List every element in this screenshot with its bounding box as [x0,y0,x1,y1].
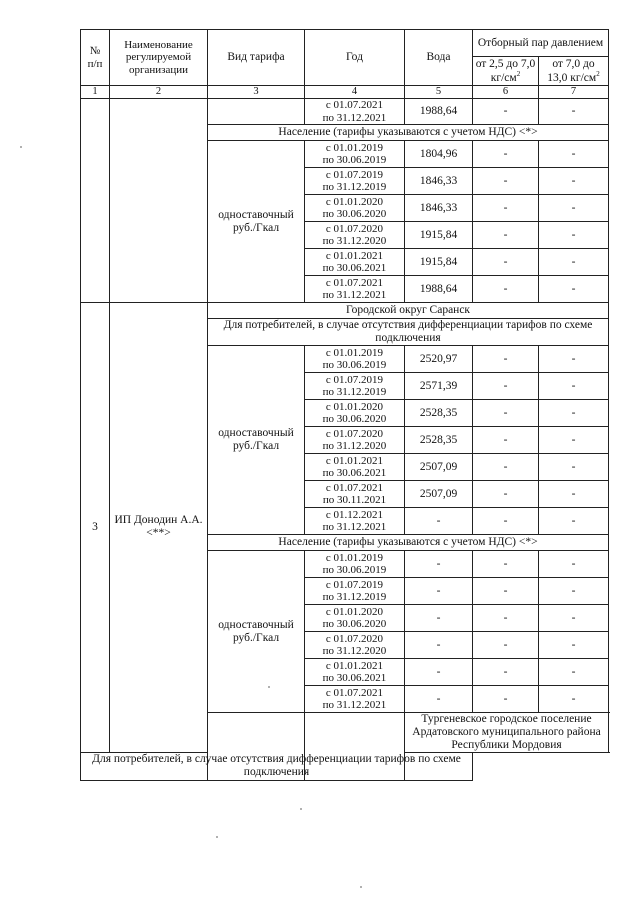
steam-low-value: - [473,99,539,125]
period-cell: с 01.01.2020 по 30.06.2020 [305,195,405,222]
col-header-steam-high: от 7,0 до 13,0 $кг/см^2$ [539,57,609,86]
steam-low-value: - [473,454,539,481]
steam-low-value: - [473,605,539,632]
scan-speck [300,808,302,810]
steam-high-value: - [539,659,609,686]
water-value: 1846,33 [405,195,473,222]
period-cell: с 01.07.2020 по 31.12.2020 [305,427,405,454]
period-cell: с 01.07.2019 по 31.12.2019 [305,373,405,400]
steam-low-value: - [473,508,539,535]
period-cell: с 01.01.2019 по 30.06.2019 [305,346,405,373]
col-header-water: Вода [405,30,473,86]
period-cell: с 01.01.2021 по 30.06.2021 [305,249,405,276]
period-cell: с 01.01.2020 по 30.06.2020 [305,605,405,632]
col-header-tariff-type: Вид тарифа [208,30,305,86]
period-cell: с 01.07.2019 по 31.12.2019 [305,578,405,605]
steam-low-value: - [473,141,539,168]
tariff-type-label: одноставочный руб./Гкал [208,141,305,303]
steam-high-value: - [539,578,609,605]
steam-high-value: - [539,686,609,713]
water-value: - [405,605,473,632]
col-header-steam: Отборный пар давлением [473,30,609,57]
steam-high-value: - [539,632,609,659]
steam-high-value: - [539,276,609,303]
steam-high-value: - [539,508,609,535]
period-cell: с 01.07.2021 по 31.12.2021 [305,276,405,303]
steam-low-value: - [473,632,539,659]
period-cell: с 01.01.2019 по 30.06.2019 [305,551,405,578]
scan-speck [216,836,218,838]
period-cell: с 01.12.2021 по 31.12.2021 [305,508,405,535]
steam-low-value: - [473,578,539,605]
row-num: 3 [81,303,110,753]
period-cell: с 01.07.2021 по 30.11.2021 [305,481,405,508]
steam-low-value: - [473,373,539,400]
col-index-2: 2 [110,86,208,99]
consumers-section-label: Для потребителей, в случае отсутствия дифференциации тарифов по схеме подключения [208,319,609,346]
water-value: 1846,33 [405,168,473,195]
water-value: - [405,508,473,535]
water-value: - [405,659,473,686]
water-value: 2528,35 [405,400,473,427]
water-value: 2520,97 [405,346,473,373]
water-value: - [405,578,473,605]
period-cell: с 01.07.2019 по 31.12.2019 [305,168,405,195]
steam-low-value: - [473,222,539,249]
steam-high-value: - [539,249,609,276]
steam-high-value: - [539,222,609,249]
steam-low-value: - [473,346,539,373]
col-index-1: 1 [81,86,110,99]
steam-high-value: - [539,373,609,400]
steam-high-value: - [539,195,609,222]
period-cell: с 01.07.2020 по 31.12.2020 [305,632,405,659]
period-cell: с 01.07.2021 по 31.12.2021 [305,99,405,125]
col-index-3: 3 [208,86,305,99]
steam-low-value: - [473,481,539,508]
col-header-org: Наименование регулируемой организации [110,30,208,86]
steam-low-value: - [473,195,539,222]
period-cell: с 01.01.2020 по 30.06.2020 [305,400,405,427]
tariff-type-label: одноставочный руб./Гкал [208,551,305,713]
steam-low-value: - [473,249,539,276]
tariff-type-empty [208,99,305,125]
steam-low-value: - [473,659,539,686]
steam-high-value: - [539,168,609,195]
water-value: 2571,39 [405,373,473,400]
col-index-7: 7 [539,86,609,99]
tariff-type-label: одноставочный руб./Гкал [208,346,305,535]
steam-low-value: - [473,551,539,578]
steam-high-value: - [539,605,609,632]
water-value: 2507,09 [405,454,473,481]
period-cell: с 01.01.2019 по 30.06.2019 [305,141,405,168]
population-section-label: Население (тарифы указываются с учетом НДС) <*> [208,535,609,551]
water-value: - [405,551,473,578]
population-section-label: Население (тарифы указываются с учетом НДС) <*> [208,125,609,141]
period-cell: с 01.01.2021 по 30.06.2021 [305,659,405,686]
org-empty [110,99,208,303]
water-value: 1915,84 [405,222,473,249]
col-index-6: 6 [473,86,539,99]
water-value: 2507,09 [405,481,473,508]
water-value: 1988,64 [405,276,473,303]
col-header-year: Год [305,30,405,86]
steam-low-value: - [473,686,539,713]
district-label: Городской округ Саранск [208,303,609,319]
water-value: - [405,686,473,713]
consumers-section-label: Для потребителей, в случае отсутствия дифференциации тарифов по схеме подключения [81,752,473,780]
scan-speck [360,886,362,888]
water-value: - [405,632,473,659]
steam-high-value: - [539,99,609,125]
period-cell: с 01.01.2021 по 30.06.2021 [305,454,405,481]
steam-low-value: - [473,427,539,454]
steam-low-value: - [473,400,539,427]
steam-low-value: - [473,168,539,195]
steam-high-value: - [539,427,609,454]
col-index-5: 5 [405,86,473,99]
row-num-empty [81,99,110,303]
steam-high-value: - [539,551,609,578]
water-value: 2528,35 [405,427,473,454]
water-value: 1915,84 [405,249,473,276]
tariff-table [80,29,609,781]
steam-high-value: - [539,346,609,373]
col-header-num: № п/п [81,30,110,86]
water-value: 1988,64 [405,99,473,125]
district-label: Тургеневское городское поселение Ардатовского муниципального района Республики Мордовия [405,713,609,753]
steam-high-value: - [539,400,609,427]
table-header [81,30,609,99]
steam-high-value: - [539,454,609,481]
col-header-steam-low: от 2,5 до 7,0 $кг/см^2$ [473,57,539,86]
scan-speck [268,686,270,688]
steam-high-value: - [539,481,609,508]
scan-speck [20,146,22,148]
period-cell: с 01.07.2020 по 31.12.2020 [305,222,405,249]
water-value: 1804,96 [405,141,473,168]
org-name: ИП Донодин А.А. <**> [110,303,208,753]
steam-high-value: - [539,141,609,168]
steam-low-value: - [473,276,539,303]
col-index-4: 4 [305,86,405,99]
period-cell: с 01.07.2021 по 31.12.2021 [305,686,405,713]
